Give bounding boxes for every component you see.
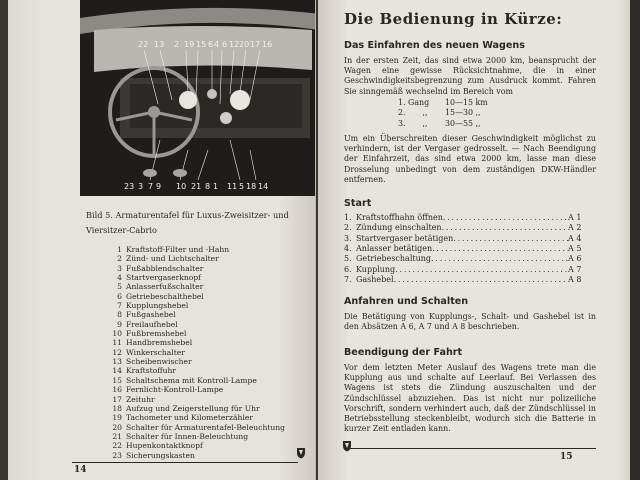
legend-number: 15 (112, 375, 122, 385)
dashboard-illustration (80, 0, 316, 196)
step-reference: A 4 (568, 233, 582, 243)
callout-label: 19 (184, 40, 195, 49)
legend-item (108, 432, 316, 441)
legend-text: Hupenkontaktknopf (126, 441, 203, 451)
legend-item (108, 292, 316, 301)
section-text: Die Betätigung von Kupplungs-, Schalt- und Gashebel ist in den Absätzen A 6, A 7 und A 8 beschrieben. (344, 312, 596, 332)
leader-dots (453, 234, 568, 244)
callout-label: 6 (208, 40, 214, 49)
callout-label: 8 (205, 182, 211, 191)
leader-dots (432, 244, 568, 254)
step-reference: A 2 (568, 223, 582, 233)
legend-number: 7 (117, 301, 122, 311)
callout-label: 10 (176, 182, 187, 191)
callout-label: 2 (174, 40, 180, 49)
callout-label: 12 (229, 40, 240, 49)
legend-text: Zeituhr (126, 394, 155, 404)
legend-number: 8 (117, 310, 122, 320)
legend-number: 10 (112, 329, 122, 339)
photo-callouts-bottom (80, 182, 316, 196)
legend-number: 2 (117, 254, 122, 264)
step-text: Kupplung (356, 264, 396, 274)
legend-item (108, 254, 316, 263)
left-page (8, 0, 316, 480)
legend-text: Kraftstoff-Filter und -Hahn (126, 245, 230, 254)
section-title: Start (344, 198, 372, 209)
leader-dots (395, 265, 568, 275)
gear-speed-table (398, 98, 488, 129)
gear-cell-r: 30—55 ,, (445, 118, 481, 128)
callout-label: 7 (148, 182, 154, 191)
legend-text: Getriebeschalthebel (126, 291, 204, 301)
step-text: Startvergaser betätigen (356, 233, 454, 243)
step-text: Anlasser betätigen (356, 244, 433, 254)
section-text: Um ein Überschreiten dieser Geschwindigkeit möglichst zu verhindern, ist der Vergaser gedrosselt. — Nach Beendigung der Einfahrzeit, das sind etwa 2000 km, lasse man diese Drosselung unbedingt von dem zuständigen DKW-Händler entfernen. (344, 134, 596, 184)
legend-number: 17 (112, 394, 122, 404)
legend-number: 13 (112, 357, 122, 367)
legend-number: 9 (117, 319, 122, 329)
legend-item (108, 264, 316, 273)
legend-text: Fußgashebel (126, 310, 176, 320)
legend-text: Zünd- und Lichtschalter (126, 254, 219, 264)
legend-number: 16 (112, 385, 122, 395)
start-step (344, 213, 590, 223)
step-reference: A 6 (568, 254, 582, 264)
callout-label: 23 (124, 182, 135, 191)
legend-text: Aufzug und Zeigerstellung für Uhr (126, 403, 260, 413)
callout-label: 16 (262, 40, 273, 49)
gear-row (398, 98, 488, 108)
legend-number: 14 (112, 366, 122, 376)
legend-item (108, 329, 316, 338)
right-page (318, 0, 630, 480)
legend-number: 22 (112, 441, 122, 451)
legend-item (108, 273, 316, 282)
legend-number: 4 (117, 273, 122, 283)
gear-cell-g: 2. (398, 108, 406, 118)
legend-text: Freilaufhebel (126, 319, 178, 329)
legend-number: 23 (112, 450, 122, 460)
start-step (344, 265, 590, 275)
legend-text: Handbremshebel (126, 338, 193, 348)
callout-label: 13 (154, 40, 165, 49)
callout-label: 4 (214, 40, 220, 49)
callout-label: 14 (258, 182, 269, 191)
photo-callouts-top (80, 40, 316, 54)
legend-text: Schalter für Armaturentafel-Beleuchtung (126, 422, 286, 432)
section-title: Anfahren und Schalten (344, 296, 469, 307)
callout-label: 6 (222, 40, 228, 49)
legend-text: Anlasserfußschalter (126, 282, 204, 292)
callout-label: 22 (138, 40, 149, 49)
callout-label: 9 (156, 182, 162, 191)
callout-label: 20 (239, 40, 250, 49)
step-number: 7. (344, 275, 352, 285)
legend-item (108, 320, 316, 329)
footer-rule (72, 462, 298, 463)
step-text: Kraftstoffhahn öffnen (356, 213, 443, 222)
legend-text: Scheibenwischer (126, 357, 192, 367)
leader-dots (394, 275, 568, 285)
legend-item (108, 366, 316, 375)
legend-item (108, 451, 316, 460)
legend-item (108, 301, 316, 310)
start-step (344, 244, 590, 254)
gear-cell-r: 15—30 ,, (445, 108, 481, 118)
legend-text: Fußbremshebel (126, 329, 187, 339)
callout-label: 18 (246, 182, 257, 191)
legend-text: Winkerschalter (126, 347, 185, 357)
callout-label: 3 (138, 182, 144, 191)
step-reference: A 8 (568, 275, 582, 285)
legend-number: 21 (112, 431, 122, 441)
start-step (344, 254, 590, 264)
gear-cell-q: ,, (422, 118, 428, 128)
legend-item (108, 310, 316, 319)
legend-number: 5 (117, 282, 122, 292)
start-step (344, 223, 590, 233)
step-text: Getriebeschaltung (356, 254, 432, 264)
legend-item (108, 348, 316, 357)
start-step (344, 234, 590, 244)
step-text: Gashebel (356, 275, 394, 285)
gear-cell-g: 3. (398, 118, 406, 128)
legend-number: 1 (117, 245, 122, 254)
gear-row (398, 108, 488, 118)
callout-label: 1 (213, 182, 219, 191)
step-number: 6. (344, 264, 352, 274)
step-number: 5. (344, 254, 352, 264)
step-reference: A 7 (568, 264, 582, 274)
legend-item (108, 385, 316, 394)
legend-number: 20 (112, 422, 122, 432)
legend-text: Sicherungskasten (126, 450, 195, 460)
step-reference: A 5 (568, 244, 582, 254)
callout-label: 15 (196, 40, 207, 49)
step-number: 4. (344, 244, 352, 254)
legend-item (108, 423, 316, 432)
gear-cell-g: 1. Gang (398, 98, 430, 107)
legend-text: Schaltschema mit Kontroll-Lampe (126, 375, 257, 385)
legend-number: 19 (112, 413, 122, 423)
legend-item (108, 441, 316, 450)
publisher-emblem-icon (342, 440, 352, 452)
legend-number: 18 (112, 403, 122, 413)
step-text: Zündung einschalten (356, 223, 442, 233)
legend-text: Kraftstoffuhr (126, 366, 177, 376)
legend-number: 3 (117, 263, 122, 273)
legend-item (108, 245, 316, 254)
section-text: Vor dem letzten Meter Auslauf des Wagens trete man die Kupplung aus und schalte auf Leerlauf. Bei Verlassen des Wagens ist stets die Zündung auszuschalten und der Zündschlüssel abzuziehen. Das ist nicht nur polizeiliche Vorschrift, sondern verhindert auch, daß der Zündschlüssel in Betriebsstellung steckenbleibt, wodurch sich die Batterie in kurzer Zeit entladen kann. (344, 363, 596, 434)
gear-cell-q: ,, (422, 108, 428, 118)
start-step (344, 275, 590, 285)
page-number: 14 (74, 465, 87, 475)
step-reference: A 1 (568, 213, 582, 222)
legend-text: Tachometer und Kilometerzähler (126, 413, 254, 423)
legend-text: Schalter für Innen-Beleuchtung (126, 431, 249, 441)
step-number: 1. (344, 213, 352, 222)
footer-rule (344, 448, 596, 449)
legend-item (108, 376, 316, 385)
legend-item (108, 338, 316, 347)
leader-dots (431, 254, 568, 264)
book-edge (630, 0, 640, 480)
legend-text: Kupplungshebel (126, 301, 189, 311)
callout-label: 21 (191, 182, 202, 191)
figure-caption: Bild 5. Armaturentafel für Luxus-Zweisitzer- und Viersitzer-Cabrio (86, 210, 289, 235)
legend-item (108, 413, 316, 422)
publisher-emblem-icon (296, 447, 306, 459)
step-number: 2. (344, 223, 352, 233)
legend-item (108, 395, 316, 404)
legend-number: 12 (112, 347, 122, 357)
legend-text: Startvergaserknopf (126, 273, 202, 283)
leader-dots (442, 223, 568, 233)
section-title: Beendigung der Fahrt (344, 347, 463, 358)
step-number: 3. (344, 233, 352, 243)
gear-row (398, 119, 488, 129)
legend-number: 11 (112, 338, 122, 348)
gear-cell-r: 10—15 km (445, 98, 488, 107)
dashboard-photo (80, 0, 316, 196)
legend-item (108, 357, 316, 366)
page-number: 15 (560, 452, 573, 462)
start-steps-list (344, 213, 590, 285)
legend-number: 6 (117, 291, 122, 301)
callout-label: 17 (250, 40, 261, 49)
callout-label: 5 (239, 182, 245, 191)
legend-item (108, 404, 316, 413)
legend-item (108, 282, 316, 291)
legend-text: Fernlicht-Kontroll-Lampe (126, 385, 224, 395)
parts-legend (108, 245, 316, 460)
callout-label: 11 (227, 182, 238, 191)
section-title: Das Einfahren des neuen Wagens (344, 40, 525, 51)
legend-text: Fußabblendschalter (126, 263, 204, 273)
section-text: In der ersten Zeit, das sind etwa 2000 km, beansprucht der Wagen eine gewisse Rücksichtnahme, die in einer Geschwindigkeitsbegrenzung zum Ausdruck kommt. Fahren Sie sinngemäß wechselnd im Bereich vom (344, 56, 596, 96)
leader-dots (443, 213, 568, 223)
page-heading: Die Bedienung in Kürze: (344, 10, 563, 28)
